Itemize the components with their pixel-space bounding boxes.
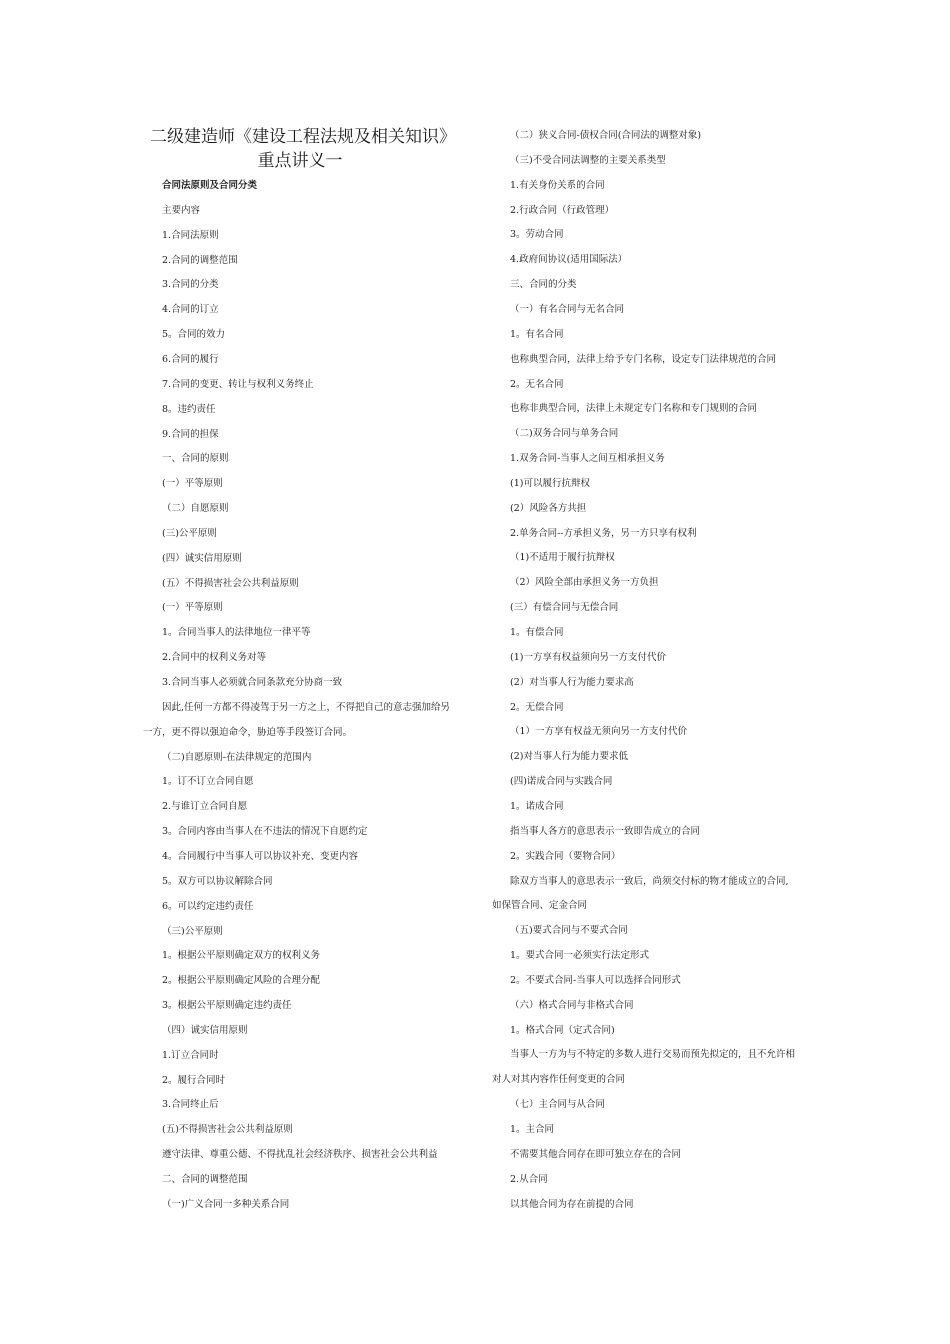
text-line: 2。履行合同时 bbox=[162, 1074, 226, 1086]
text-line: （一）有名合同与无名合同 bbox=[510, 303, 625, 315]
document-title-line2: 重点讲义一 bbox=[257, 151, 343, 171]
text-line: 2.合同中的权利义务对等 bbox=[162, 652, 267, 664]
text-line: 2.从合同 bbox=[510, 1173, 548, 1185]
text-line: 1。诺成合同 bbox=[510, 800, 564, 812]
text-line: 9.合同的担保 bbox=[162, 428, 219, 440]
text-line: 3.合同终止后 bbox=[162, 1099, 219, 1111]
text-line: 2.与谁订立合同自愿 bbox=[162, 801, 248, 813]
text-line: 4.政府间协议(适用国际法） bbox=[510, 254, 628, 266]
text-line: （一)广义合同一多种关系合同 bbox=[162, 1198, 290, 1210]
text-line: 3.合同的分类 bbox=[162, 279, 219, 291]
text-line: 3.合同当事人必须就合同条款充分协商一致 bbox=[162, 677, 343, 688]
text-line: 三、合同的分类 bbox=[510, 279, 577, 291]
text-line: 4。合同履行中当事人可以协议补充、变更内容 bbox=[162, 850, 359, 862]
text-line: 2.合同的调整范围 bbox=[162, 254, 238, 266]
text-line: 遵守法律、尊重公德、不得扰乱社会经济秩序、损害社会公共利益 bbox=[162, 1149, 438, 1161]
text-line: 6。可以约定违约责任 bbox=[162, 900, 254, 912]
text-line: 1。根据公平原则确定双方的权利义务 bbox=[162, 950, 321, 962]
text-line: 4.合同的订立 bbox=[162, 304, 219, 316]
text-line: (2）风险各方共担 bbox=[510, 502, 587, 514]
text-line: 5。双方可以协议解除合同 bbox=[162, 875, 273, 887]
text-line: (三）有偿合同与无偿合同 bbox=[510, 602, 619, 614]
document-title-line1: 二级建造师《建设工程法规及相关知识》 bbox=[150, 127, 456, 147]
text-line: (三)公平原则 bbox=[162, 527, 217, 539]
text-line: （六）格式合同与非格式合同 bbox=[510, 999, 634, 1011]
text-line: 因此,任何一方都不得凌驾于另一方之上，不得把自己的意志强加给另 bbox=[162, 701, 451, 713]
text-line: 对人对其内容作任何变更的合同 bbox=[492, 1074, 626, 1086]
text-line: （五)要式合同与不要式合同 bbox=[510, 925, 628, 937]
text-line: 一方，更不得以强迫命令，胁迫等手段签订合同。 bbox=[143, 726, 353, 738]
text-line: （二）自愿原则 bbox=[162, 503, 229, 515]
text-line: 当事人一方为与不特定的多数人进行交易而预先拟定的，且不允许相 bbox=[510, 1049, 796, 1061]
text-line: 3。劳动合同 bbox=[510, 229, 564, 241]
text-line: （2）风险全部由承担义务一方负担 bbox=[510, 577, 659, 589]
text-line: 2。无名合同 bbox=[510, 378, 564, 390]
text-line: （二)自愿原则-在法律规定的范围内 bbox=[162, 751, 312, 763]
text-line: 3。根据公平原则确定违约责任 bbox=[162, 1000, 292, 1012]
text-line: （三)不受合同法调整的主要关系类型 bbox=[510, 154, 666, 166]
text-line: 2.行政合同（行政管理） bbox=[510, 204, 615, 216]
text-line: 2.单务合同--方承担义务，另一方只享有权利 bbox=[510, 527, 697, 539]
text-line: 1。主合同 bbox=[510, 1124, 555, 1135]
text-line: 1.有关身份关系的合同 bbox=[510, 179, 605, 191]
text-line: 2。不要式合同-当事人可以选择合同形式 bbox=[510, 974, 681, 986]
text-line: 以其他合同为存在前提的合同 bbox=[510, 1198, 634, 1210]
text-line: 也称非典型合同，法律上未规定专门名称和专门规则的合同 bbox=[510, 403, 758, 415]
text-line: 3。合同内容由当事人在不违法的情况下自愿约定 bbox=[162, 826, 368, 838]
text-line: （1）一方享有权益无须向另一方支付代价 bbox=[510, 726, 688, 738]
text-line: 如保管合同、定金合同 bbox=[492, 900, 588, 912]
text-line: (一）平等原则 bbox=[162, 602, 223, 614]
text-line: 1。格式合同（定式合同) bbox=[510, 1024, 615, 1036]
text-line: 不需要其他合同存在即可独立存在的合同 bbox=[510, 1148, 682, 1160]
text-line: 1。合同当事人的法律地位一律平等 bbox=[162, 627, 311, 639]
text-line: 2。实践合同（要物合同） bbox=[510, 850, 621, 862]
text-line: 6.合同的履行 bbox=[162, 353, 219, 365]
text-line: (五）不得损害社会公共利益原则 bbox=[162, 577, 299, 589]
text-line: （七）主合同与从合同 bbox=[510, 1099, 606, 1111]
text-line: （二)双务合同与单务合同 bbox=[510, 428, 619, 440]
text-line: 1.合同法原则 bbox=[162, 229, 219, 241]
text-line: (四）诚实信用原则 bbox=[162, 552, 242, 564]
text-line: 2。无偿合同 bbox=[510, 701, 564, 713]
text-line: （三)公平原则 bbox=[162, 925, 223, 937]
text-line: (1)可以履行抗辩权 bbox=[510, 477, 590, 489]
text-line: 二、合同的调整范围 bbox=[162, 1174, 248, 1185]
text-line: 一、合同的原则 bbox=[162, 453, 229, 465]
text-line: (五)不得损害社会公共利益原则 bbox=[162, 1124, 293, 1136]
text-line: 也称典型合同，法律上给予专门名称，设定专门法律规范的合同 bbox=[510, 353, 777, 365]
text-line: 1。订不订立合同自愿 bbox=[162, 776, 254, 788]
text-line: 1。有偿合同 bbox=[510, 627, 564, 638]
text-line: 合同法原则及合同分类 bbox=[162, 180, 258, 191]
text-line: (2）对当事人行为能力要求高 bbox=[510, 676, 634, 688]
text-line: （四）诚实信用原则 bbox=[162, 1024, 248, 1036]
text-line: 1。有名合同 bbox=[510, 328, 564, 340]
text-line: 除双方当事人的意思表示一致后，尚须交付标的物才能成立的合同, bbox=[510, 875, 789, 887]
text-line: 指当事人各方的意思表示一致即告成立的合同 bbox=[510, 825, 701, 837]
text-line: (四)诺成合同与实践合同 bbox=[510, 776, 613, 788]
text-line: (1)一方享有权益须向另一方支付代价 bbox=[510, 651, 666, 663]
text-line: 5。合同的效力 bbox=[162, 329, 226, 341]
text-line: 1。要式合同一必须实行法定形式 bbox=[510, 950, 650, 962]
text-line: (2)对当事人行为能力要求低 bbox=[510, 751, 628, 763]
text-line: （1)不适用于履行抗辩权 bbox=[510, 552, 615, 564]
text-line: (一）平等原则 bbox=[162, 478, 223, 490]
text-line: （二）狭义合同-债权合同(合同法的调整对象) bbox=[510, 130, 702, 141]
text-line: 8。违约责任 bbox=[162, 403, 216, 415]
text-line: 主要内容 bbox=[162, 204, 201, 216]
text-line: 2。根据公平原则确定风险的合理分配 bbox=[162, 975, 321, 987]
text-line: 1.双务合同-当事人之间互相承担义务 bbox=[510, 453, 665, 465]
text-line: 1.订立合同时 bbox=[162, 1049, 219, 1061]
text-line: 7.合同的变更、转让与权利义务终止 bbox=[162, 378, 314, 390]
